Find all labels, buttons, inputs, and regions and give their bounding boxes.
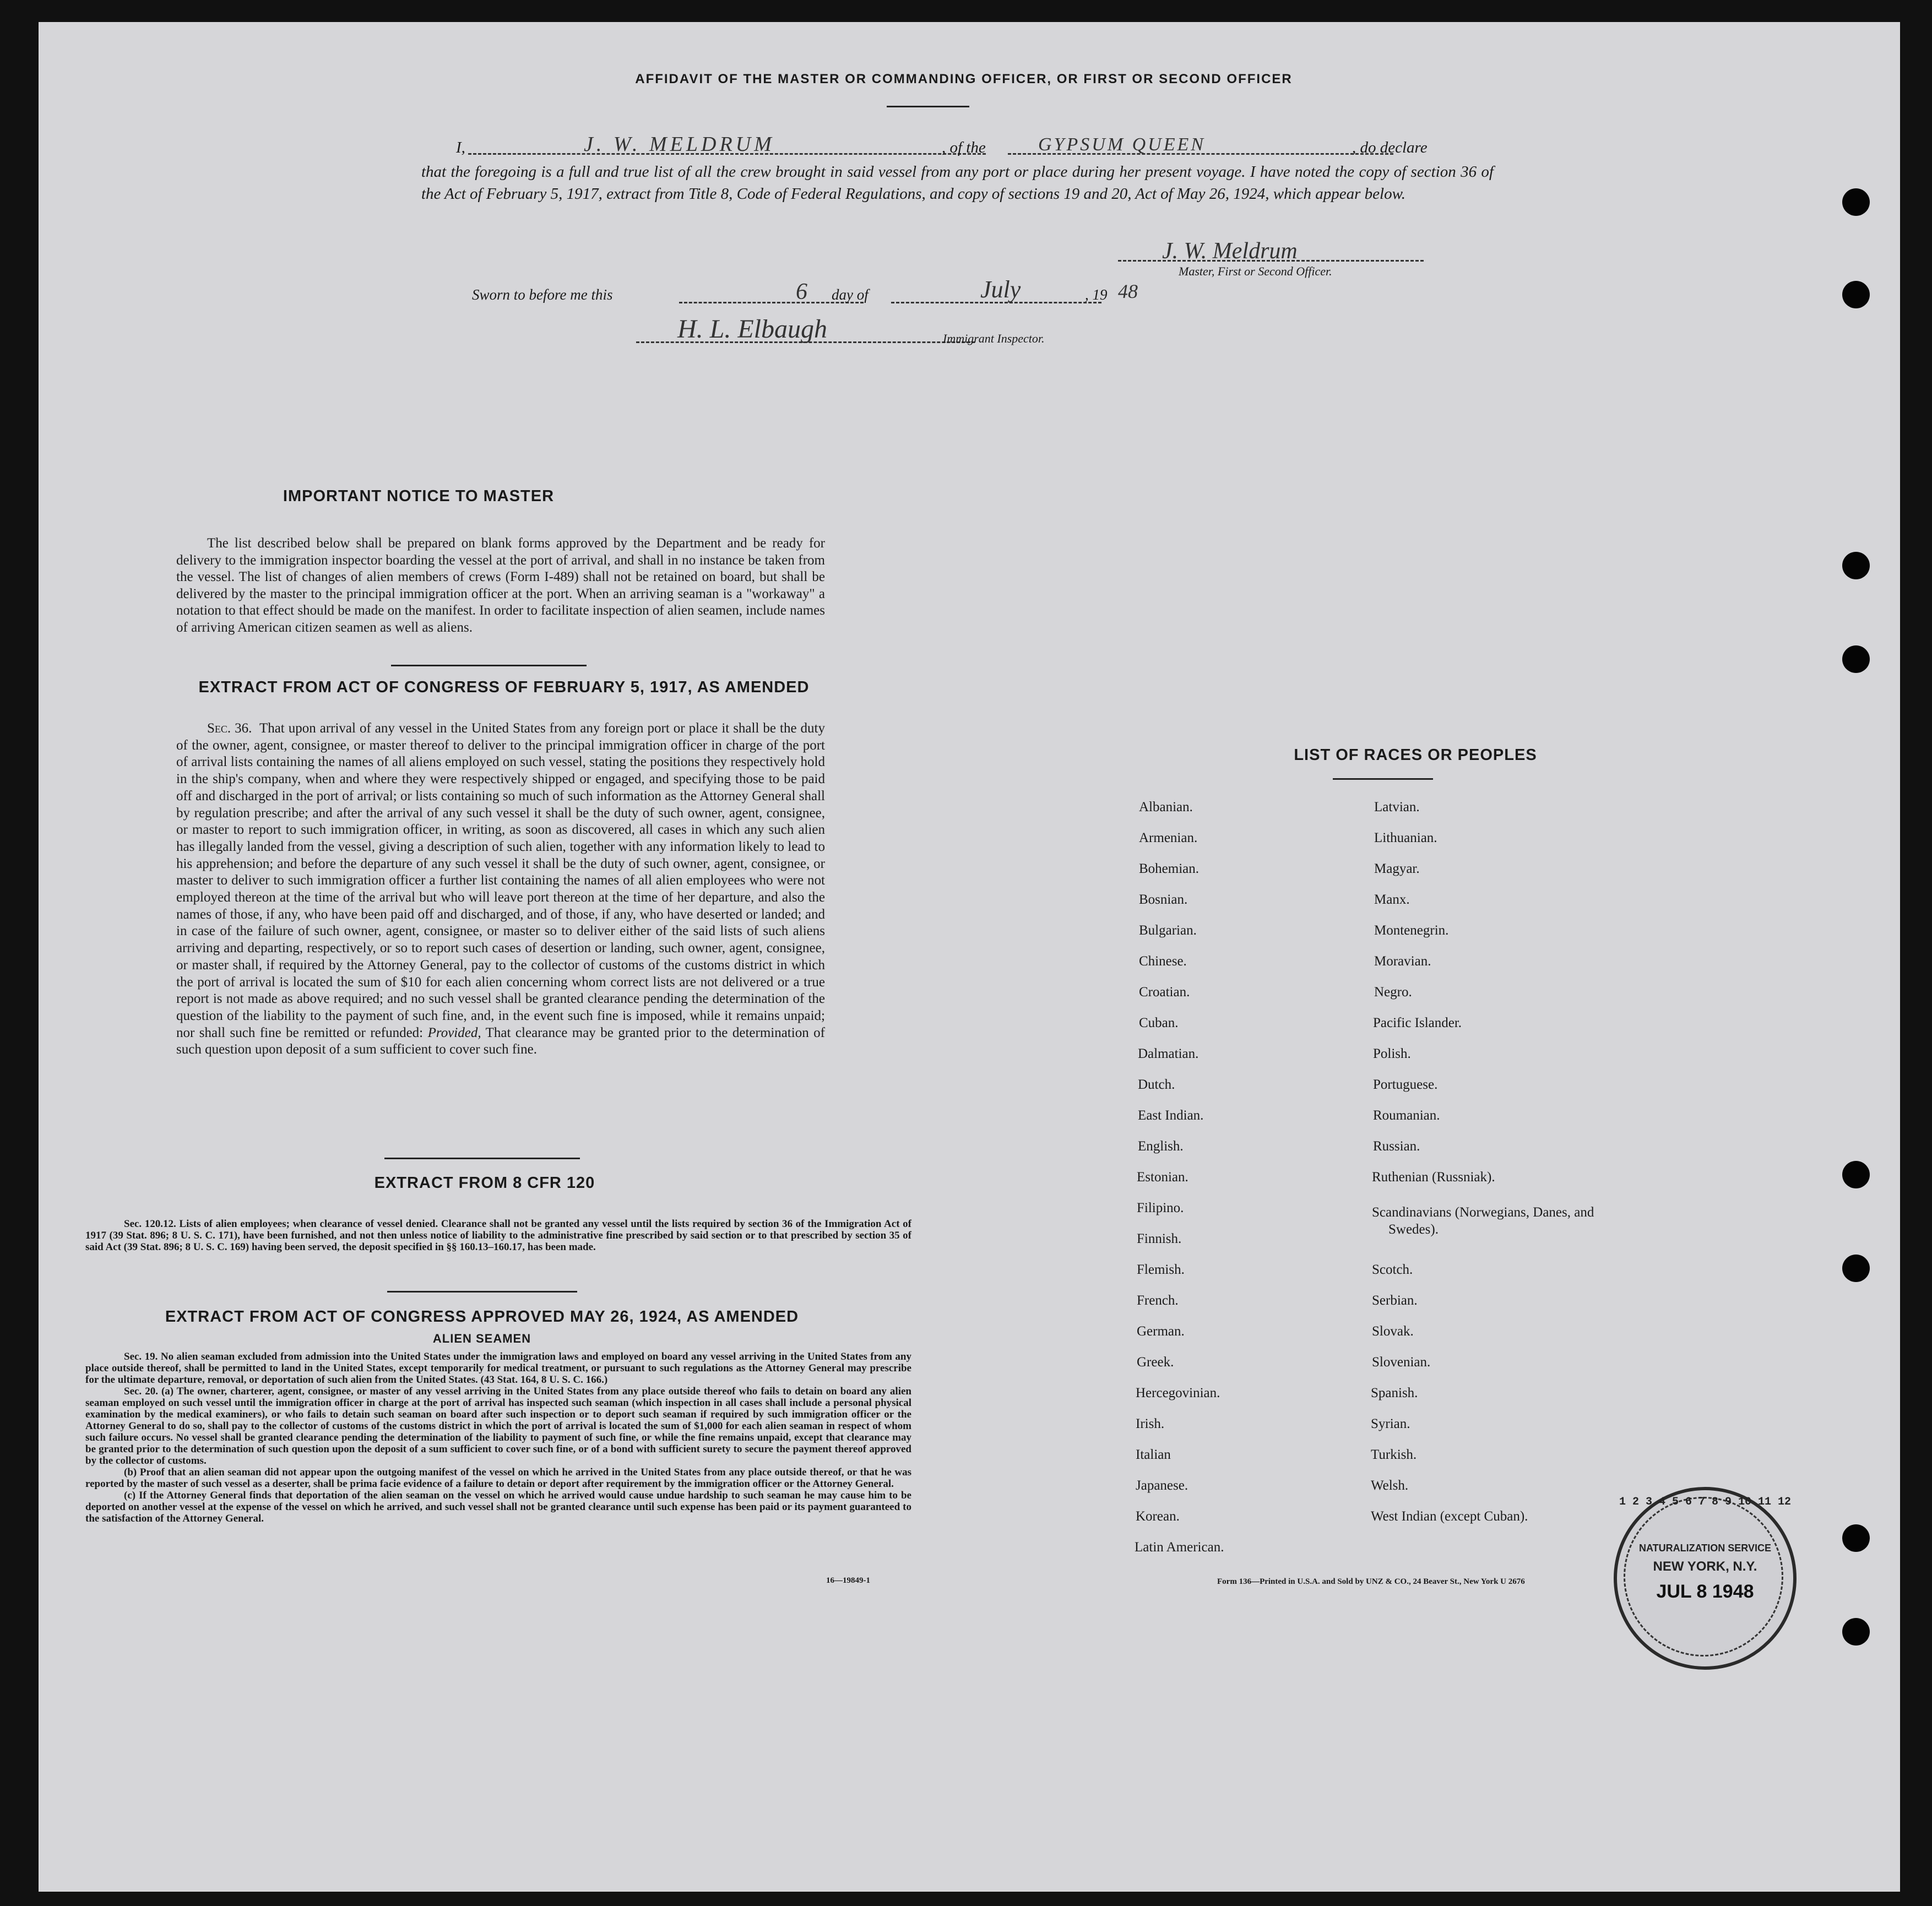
race-right-item: Polish. bbox=[1373, 1046, 1411, 1061]
notice-rule bbox=[391, 665, 587, 666]
binder-hole bbox=[1842, 1524, 1870, 1552]
race-right-item: Latvian. bbox=[1374, 800, 1420, 814]
stamp-inner-ring bbox=[1624, 1497, 1783, 1657]
race-right-item: Magyar. bbox=[1374, 861, 1420, 876]
extract-cfr-title: EXTRACT FROM 8 CFR 120 bbox=[374, 1174, 595, 1192]
i-label: I, bbox=[456, 139, 465, 156]
sec-19-text: Sec. 19. No alien seaman excluded from admission into the United States under the immigration laws and employed on board any vessel arriving in the United States from any place outside thereof, shall be permitted to land in the United States, except temporarily for medical treatment, or pursuant to such regulations as the Attorney General may prescribe for the ultimate departure, removal, or deportation of such alien from the United States. (43 Stat. 164, 8 U. S. C. 166.) bbox=[85, 1351, 911, 1386]
extract-cfr-rule bbox=[387, 1291, 577, 1293]
extract-1924-title: EXTRACT FROM ACT OF CONGRESS APPROVED MAY 26, 1924, AS AMENDED bbox=[165, 1308, 799, 1326]
race-left-item: Armenian. bbox=[1139, 830, 1198, 845]
race-right-item: Slovak. bbox=[1372, 1324, 1414, 1339]
race-left-item: English. bbox=[1138, 1139, 1184, 1154]
sworn-label: Sworn to before me this bbox=[472, 286, 613, 303]
race-left-item: Greek. bbox=[1137, 1355, 1174, 1370]
sworn-year: 48 bbox=[1118, 280, 1138, 302]
race-right-item: Lithuanian. bbox=[1374, 830, 1437, 845]
binder-hole bbox=[1842, 552, 1870, 579]
title-rule bbox=[887, 106, 969, 107]
inspector-label: Immigrant Inspector. bbox=[943, 332, 1045, 345]
race-left-item: Finnish. bbox=[1137, 1231, 1182, 1246]
race-right-item: West Indian (except Cuban). bbox=[1371, 1509, 1528, 1524]
extract-1917-title: EXTRACT FROM ACT OF CONGRESS OF FEBRUARY 5, 1917, AS AMENDED bbox=[198, 678, 810, 696]
race-left-item: Latin American. bbox=[1135, 1540, 1224, 1555]
sec-20b-text: (b) Proof that an alien seaman did not appear upon the outgoing manifest of the vessel on which he arrived in the United States from any place outside thereof, or that he was reported by the master of such vessel as a deserter, shall be prima facie evidence of a failure to detain or deport after requirement by the immigration officer or the Attorney General. bbox=[85, 1467, 911, 1490]
sec-36-text-b: That clearance may be granted prior to the determination of such question upon deposit of a sum sufficient to cover such fine. bbox=[176, 1025, 826, 1057]
year-prefix: , 19 bbox=[1085, 286, 1108, 303]
declare-label: , do declare bbox=[1352, 139, 1428, 156]
race-left-item: Korean. bbox=[1136, 1509, 1180, 1524]
form-code: 16—19849-1 bbox=[826, 1576, 870, 1585]
race-right-item: Turkish. bbox=[1371, 1447, 1417, 1462]
affidavit-body: that the foregoing is a full and true list of all the crew brought in said vessel from any port or place during her present voyage. I have noted the copy of section 36 of the Act of February 5, 1917, extract from Title 8, Code of Federal Regulations, and copy of sections 19 and 20, Act of May 26, 1924, which appear below. bbox=[421, 163, 1494, 203]
sworn-month: July bbox=[980, 276, 1021, 303]
binder-hole bbox=[1842, 1161, 1870, 1188]
race-left-item: Italian bbox=[1136, 1447, 1171, 1462]
sec-36-text-a: That upon arrival of any vessel in the United States from any foreign port or place it shall be the duty of the owner, agent, consignee, or master thereof to deliver to the principal immigration officer in charge of the port of arrival lists containing the names of all aliens employed on such vessel, stating the positions they respectively hold in the ship's company, when and where they were respectively shipped or engaged, and specifying those to be paid off and discharged in the port of arrival; or lists containing so much of such information as the Attorney General shall by regulation prescribe; and after the arrival of any such vessel it shall be the duty of such owner, agent, consignee, or master to report to such immigration officer, in writing, as soon as discovered, all cases in which any such alien has illegally landed from the vessel, giving a description of such alien, together with any information likely to lead to his apprehension; and before the departure of any such vessel it shall be the duty of such owner, agent, consignee, or master to deliver to such immigration officer a further list containing the names of all alien employees who were not employed thereon at the time of the arrival but who will leave port thereon at the time of her departure, and also the names of those, if any, who have been paid off and discharged, and of those, if any, who have deserted or landed; and in case of the failure of such owner, agent, consignee, or master so to deliver either of the said lists of such aliens arriving and departing, respectively, or so to report such cases of desertion or landing, such owner, agent, consignee, or master shall, if required by the Attorney General, pay to the collector of customs of the customs district in which the port of arrival is located the sum of $10 for each alien concerning whom correct lists are not delivered or a true report is not made as above required; and no such vessel shall be granted clearance pending the determination of the question of the liability to the payment of such fine, and, in the event such fine is imposed, while it remains unpaid; nor shall such fine be remitted or refunded: bbox=[176, 721, 825, 1040]
races-rule bbox=[1333, 778, 1433, 780]
race-left-item: Dutch. bbox=[1138, 1077, 1175, 1092]
form-printer-note: Form 136—Printed in U.S.A. and Sold by UNZ & CO., 24 Beaver St., New York U 2676 bbox=[1217, 1577, 1525, 1586]
race-right-item: Moravian. bbox=[1374, 954, 1431, 969]
master-label: Master, First or Second Officer. bbox=[1179, 264, 1332, 278]
race-left-item: Bohemian. bbox=[1139, 861, 1200, 876]
extract-1917-rule bbox=[384, 1158, 580, 1159]
race-left-item: Flemish. bbox=[1137, 1262, 1185, 1277]
race-right-item: Pacific Islander. bbox=[1373, 1016, 1462, 1030]
race-right-item: Manx. bbox=[1374, 892, 1410, 907]
stamp-office: NATURALIZATION SERVICE bbox=[1638, 1543, 1771, 1554]
binder-hole bbox=[1842, 188, 1870, 216]
race-right-item: Ruthenian (Russniak). bbox=[1372, 1170, 1495, 1185]
sec-36-label: Sec. 36. bbox=[207, 721, 252, 736]
race-right-item: Portuguese. bbox=[1373, 1077, 1438, 1092]
race-right-item: Scandinavians (Norwegians, Danes, and Swedes). bbox=[1372, 1205, 1594, 1237]
race-right-item: Spanish. bbox=[1371, 1386, 1418, 1400]
race-right-item: Montenegrin. bbox=[1374, 923, 1449, 938]
stamp-ring-numbers: 1 2 3 4 5 6 7 8 9 10 11 12 bbox=[1619, 1496, 1792, 1508]
provided-label: Provided, bbox=[427, 1025, 481, 1040]
race-left-item: Bulgarian. bbox=[1139, 923, 1197, 938]
alien-seamen-subtitle: ALIEN SEAMEN bbox=[432, 1332, 531, 1345]
binder-hole bbox=[1842, 1255, 1870, 1282]
binder-hole bbox=[1842, 281, 1870, 308]
race-right-item: Russian. bbox=[1373, 1139, 1420, 1154]
race-right-item: Roumanian. bbox=[1373, 1108, 1440, 1123]
sec-20a-text: Sec. 20. (a) The owner, charterer, agent, consignee, or master of any vessel arriving in the United States from any place outside thereof who fails to detain on board any alien seaman employed on such vessel until the immigration officer in charge at the port of arrival has inspected such seaman (which inspection in all cases shall include a personal physical examination by the medical examiners), or who fails to detain such seaman on board after such inspection or to deport such seaman if required by such immigration officer or the Attorney General to do so, shall pay to the collector of customs of the customs district in which the port of arrival is located the sum of $1,000 for each alien seaman in respect of whom such failure occurs. No vessel shall be granted clearance pending the determination of the liability to payment of such fine, or while the fine remains unpaid, except that clearance may be granted prior to the determination of such question upon the deposit of a sum sufficient to cover such fine, or of a bond with sufficient surety to secure the payment thereof approved by the collector of customs. bbox=[85, 1386, 911, 1467]
race-left-item: German. bbox=[1137, 1324, 1185, 1339]
inspector-signature: H. L. Elbaugh bbox=[677, 314, 828, 344]
extract-1917-text bbox=[176, 720, 825, 1058]
race-left-item: French. bbox=[1137, 1293, 1179, 1308]
race-right-item: Welsh. bbox=[1371, 1478, 1409, 1493]
date-stamp bbox=[1614, 1487, 1797, 1670]
race-left-item: Croatian. bbox=[1139, 985, 1190, 1000]
race-left-item: Irish. bbox=[1136, 1416, 1165, 1431]
stamp-place: NEW YORK, N.Y. bbox=[1653, 1559, 1757, 1574]
sworn-day: 6 bbox=[796, 279, 807, 305]
race-left-item: East Indian. bbox=[1138, 1108, 1204, 1123]
master-name: J. W. MELDRUM bbox=[584, 133, 775, 156]
affidavit-title: AFFIDAVIT OF THE MASTER OR COMMANDING OFFICER, OR FIRST OR SECOND OFFICER bbox=[635, 72, 1293, 86]
vessel-name: GYPSUM QUEEN bbox=[1038, 134, 1206, 155]
race-left-item: Japanese. bbox=[1136, 1478, 1188, 1493]
race-left-item: Bosnian. bbox=[1139, 892, 1188, 907]
stamp-date: JUL 8 1948 bbox=[1656, 1581, 1754, 1602]
race-left-item: Estonian. bbox=[1137, 1170, 1188, 1185]
race-left-item: Albanian. bbox=[1139, 800, 1193, 814]
extract-cfr-text: Sec. 120.12. Lists of alien employees; when clearance of vessel denied. Clearance shall not be granted any vessel until the lists required by section 36 of the Immigration Act of 1917 (39 Stat. 896; 8 U. S. C. 171), have been furnished, and not then unless notice of liability to the administrative fine prescribed by said section or to that prescribed by section 35 of said Act (39 Stat. 896; 8 U. S. C. 169) having been served, the deposit specified in §§ 160.13–160.17, has been made. bbox=[85, 1218, 911, 1253]
notice-title: IMPORTANT NOTICE TO MASTER bbox=[283, 487, 555, 505]
race-left-item: Cuban. bbox=[1139, 1016, 1179, 1030]
sec-20c-text: (c) If the Attorney General finds that deportation of the alien seaman on the vessel on which he arrived would cause undue hardship to such seaman he may cause him to be deported on another vessel at the expense of the vessel on which he arrived, and such vessel shall not be granted clearance until such expense has been paid or its payment guaranteed to the satisfaction of the Attorney General. bbox=[85, 1490, 911, 1524]
race-right-item: Negro. bbox=[1374, 985, 1412, 1000]
race-right-item: Serbian. bbox=[1372, 1293, 1418, 1308]
race-left-item: Filipino. bbox=[1137, 1201, 1184, 1215]
document-page bbox=[39, 22, 1900, 1892]
binder-hole bbox=[1842, 645, 1870, 673]
day-of-label: day of bbox=[832, 286, 869, 303]
race-left-item: Dalmatian. bbox=[1138, 1046, 1199, 1061]
notice-text: The list described below shall be prepared on blank forms approved by the Department and be ready for delivery to the immigration inspector boarding the vessel at the port of arrival, and shall in no instance be taken from the vessel. The list of changes of alien members of crews (Form I-489) shall not be retained on board, but shall be delivered by the master to the principal immigration officer at the port. When an arriving seaman is a "workaway" a notation to that effect should be made on the manifest. In order to facilitate inspection of alien seamen, include names of arriving American citizen seamen as well as aliens. bbox=[176, 536, 825, 635]
race-right-item: Syrian. bbox=[1371, 1416, 1410, 1431]
master-signature: J. W. Meldrum bbox=[1162, 238, 1298, 264]
extract-1924-text bbox=[85, 1351, 911, 1524]
race-right-item: Slovenian. bbox=[1372, 1355, 1431, 1370]
race-right-item: Scotch. bbox=[1372, 1262, 1413, 1277]
of-the-label: , of the bbox=[942, 139, 986, 156]
races-title: LIST OF RACES OR PEOPLES bbox=[1294, 746, 1537, 764]
race-left-item: Hercegovinian. bbox=[1136, 1386, 1220, 1400]
race-left-item: Chinese. bbox=[1139, 954, 1187, 969]
binder-hole bbox=[1842, 1618, 1870, 1646]
